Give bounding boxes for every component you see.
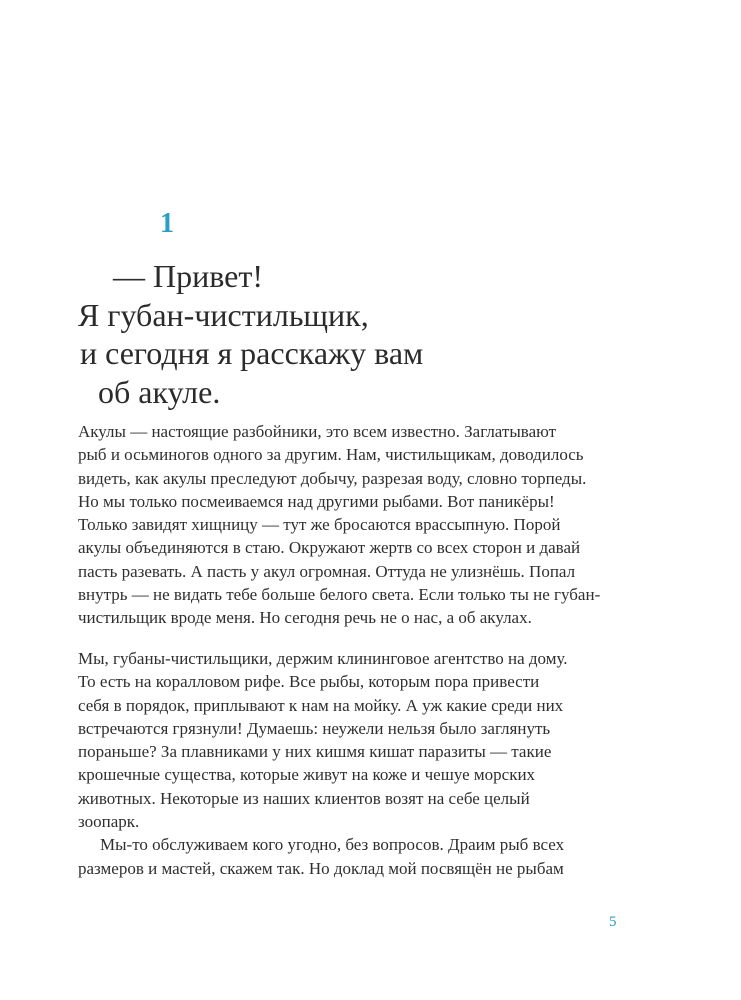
text-line: пасть разевать. А пасть у акул огромная. Оттуда не улизнёшь. Попал — [78, 561, 576, 581]
paragraph-2 — [78, 647, 638, 880]
text-line: То есть на коралловом рифе. Все рыбы, которым пора привести — [78, 672, 540, 692]
text-line: Только завидят хищницу — тут же бросаются врассыпную. Порой — [78, 515, 561, 535]
intro-line: Я губан-чистильщик, — [78, 296, 369, 333]
text-line: зоопарк. — [78, 812, 140, 832]
intro-line: — Привет! — [113, 258, 263, 294]
text-line: Акулы — настоящие разбойники, это всем известно. Заглатывают — [78, 422, 557, 441]
text-line: Но мы только посмеиваемся над другими рыбами. Вот паникёры! — [78, 491, 555, 511]
text-line: пораньше? За плавниками у них кишмя кишат паразиты — такие — [78, 742, 552, 762]
page-number: 5 — [609, 914, 617, 930]
intro-line: и сегодня я расскажу вам — [80, 335, 424, 371]
paragraph-1 — [78, 420, 638, 630]
text-line: крошечные существа, которые живут на коже и чешуе морских — [78, 765, 536, 785]
text-line: животных. Некоторые из наших клиентов возят на себе целый — [78, 788, 530, 808]
text-line: Мы-то обслуживаем кого угодно, без вопросов. Драим рыб всех — [100, 835, 565, 855]
chapter-intro — [78, 257, 423, 411]
text-line: размеров и мастей, скажем так. Но доклад мой посвящён не рыбам — [78, 858, 564, 878]
text-line: внутрь — не видать тебе больше белого света. Если только ты не губан- — [78, 585, 601, 605]
text-line: видеть, как акулы преследуют добычу, разрезая воду, словно торпеды. — [78, 468, 587, 488]
text-line: встречаются грязнули! Думаешь: неужели нельзя было заглянуть — [78, 718, 551, 738]
text-line: Мы, губаны-чистильщики, держим клининговое агентство на дому. — [78, 649, 568, 668]
text-line: себя в порядок, приплывают к нам на мойку. А уж какие среди них — [78, 695, 564, 715]
intro-line: об акуле. — [98, 373, 221, 410]
text-line: чистильщик вроде меня. Но сегодня речь не о нас, а об акулах. — [78, 608, 532, 628]
text-line: рыб и осьминогов одного за другим. Нам, чистильщикам, доводилось — [78, 445, 584, 465]
chapter-number: 1 — [160, 208, 174, 239]
text-line: акулы объединяются в стаю. Окружают жертв со всех сторон и давай — [78, 538, 581, 558]
